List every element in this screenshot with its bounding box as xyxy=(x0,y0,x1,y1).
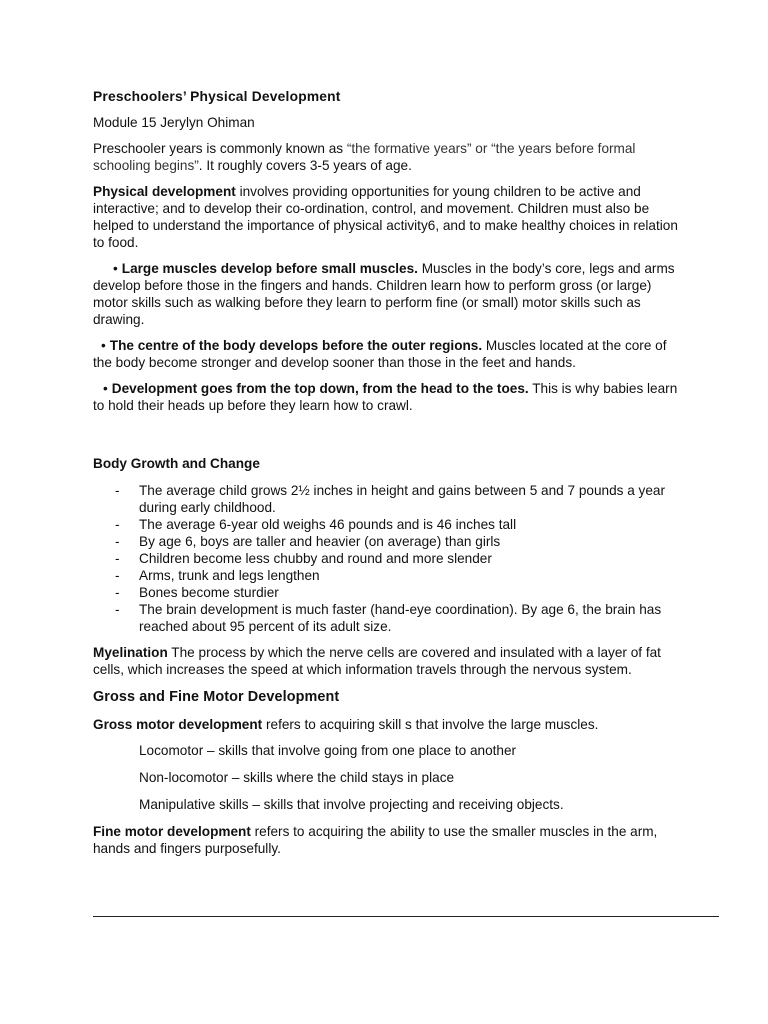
gross-motor-term: Gross motor development xyxy=(93,717,263,732)
document-title: Preschoolers’ Physical Development xyxy=(93,89,341,104)
footer-divider xyxy=(93,916,719,917)
list-item: - The average child grows 2½ inches in height and gains between 5 and 7 pounds a year during early childhood. xyxy=(93,482,683,516)
motor-development-heading: Gross and Fine Motor Development xyxy=(93,689,340,705)
physical-development-text: involves providing opportunities for young children to be active and interactive; and to develop their co-ordination, control, and movement. Children must also be helped to understand the importance of physical activity6, and to make healthy choices in relation to food. xyxy=(93,184,678,250)
byline: Module 15 Jerylyn Ohiman xyxy=(93,115,255,130)
principle-text: Muscles located at the core of the body become stronger and develop sooner than those in the feet and hands. xyxy=(93,338,667,370)
fine-motor-term: Fine motor development xyxy=(93,824,251,839)
intro-paragraph xyxy=(93,140,683,174)
skill-item-locomotor: Locomotor – skills that involve going from one place to another xyxy=(139,743,517,758)
document-page xyxy=(93,88,683,866)
skill-item-non-locomotor: Non-locomotor – skills where the child stays in place xyxy=(139,770,455,785)
fine-motor-paragraph xyxy=(93,823,683,857)
physical-development-term: Physical development xyxy=(93,184,236,199)
principle-text: This is why babies learn to hold their heads up before they learn how to crawl. xyxy=(93,381,678,413)
principle-heading: The centre of the body develops before the outer regions. xyxy=(109,338,483,353)
list-item: - Children become less chubby and round and more slender xyxy=(93,550,683,567)
principle-item xyxy=(93,260,683,328)
intro-lead: Preschooler years is commonly known as xyxy=(93,141,347,156)
gross-motor-text: refers to acquiring skill s that involve the large muscles. xyxy=(262,717,599,732)
principle-heading: Development goes from the top down, from the head to the toes. xyxy=(111,381,529,396)
list-item: - By age 6, boys are taller and heavier (on average) than girls xyxy=(93,533,683,550)
gross-motor-paragraph xyxy=(93,716,683,733)
principle-item xyxy=(93,380,683,414)
principle-item xyxy=(93,337,683,371)
physical-development-paragraph xyxy=(93,183,683,251)
list-item: - The brain development is much faster (hand-eye coordination). By age 6, the brain has reached about 95 percent of its adult size. xyxy=(93,601,683,635)
list-item: - Arms, trunk and legs lengthen xyxy=(93,567,683,584)
fine-motor-text: refers to acquiring the ability to use the smaller muscles in the arm, hands and fingers purposefully. xyxy=(93,824,658,856)
myelination-text: The process by which the nerve cells are covered and insulated with a layer of fat cells, which increases the speed at which information travels through the nervous system. xyxy=(93,645,661,677)
skill-item-manipulative: Manipulative skills – skills that involve projecting and receiving objects. xyxy=(139,797,564,812)
principle-heading: Large muscles develop before small muscles. xyxy=(121,261,418,276)
principle-text: Muscles in the body’s core, legs and arms develop before those in the fingers and hands. Children learn how to perform gross (or large) motor skills such as walking before they learn to perform fine (or small) motor skills such as drawing. xyxy=(93,261,675,327)
bullet-icon: • xyxy=(101,338,106,353)
list-item: - The average 6-year old weighs 46 pounds and is 46 inches tall xyxy=(93,516,683,533)
bullet-icon: • xyxy=(113,261,118,276)
intro-tail: . It roughly covers 3-5 years of age. xyxy=(198,158,412,173)
body-growth-list xyxy=(93,482,683,635)
body-growth-heading: Body Growth and Change xyxy=(93,456,260,471)
bullet-icon: • xyxy=(103,381,108,396)
intro-quote: “the formative years” or “the years before formal schooling begins” xyxy=(93,141,636,173)
myelination-term: Myelination xyxy=(93,645,168,660)
myelination-paragraph xyxy=(93,644,683,678)
list-item: - Bones become sturdier xyxy=(93,584,683,601)
